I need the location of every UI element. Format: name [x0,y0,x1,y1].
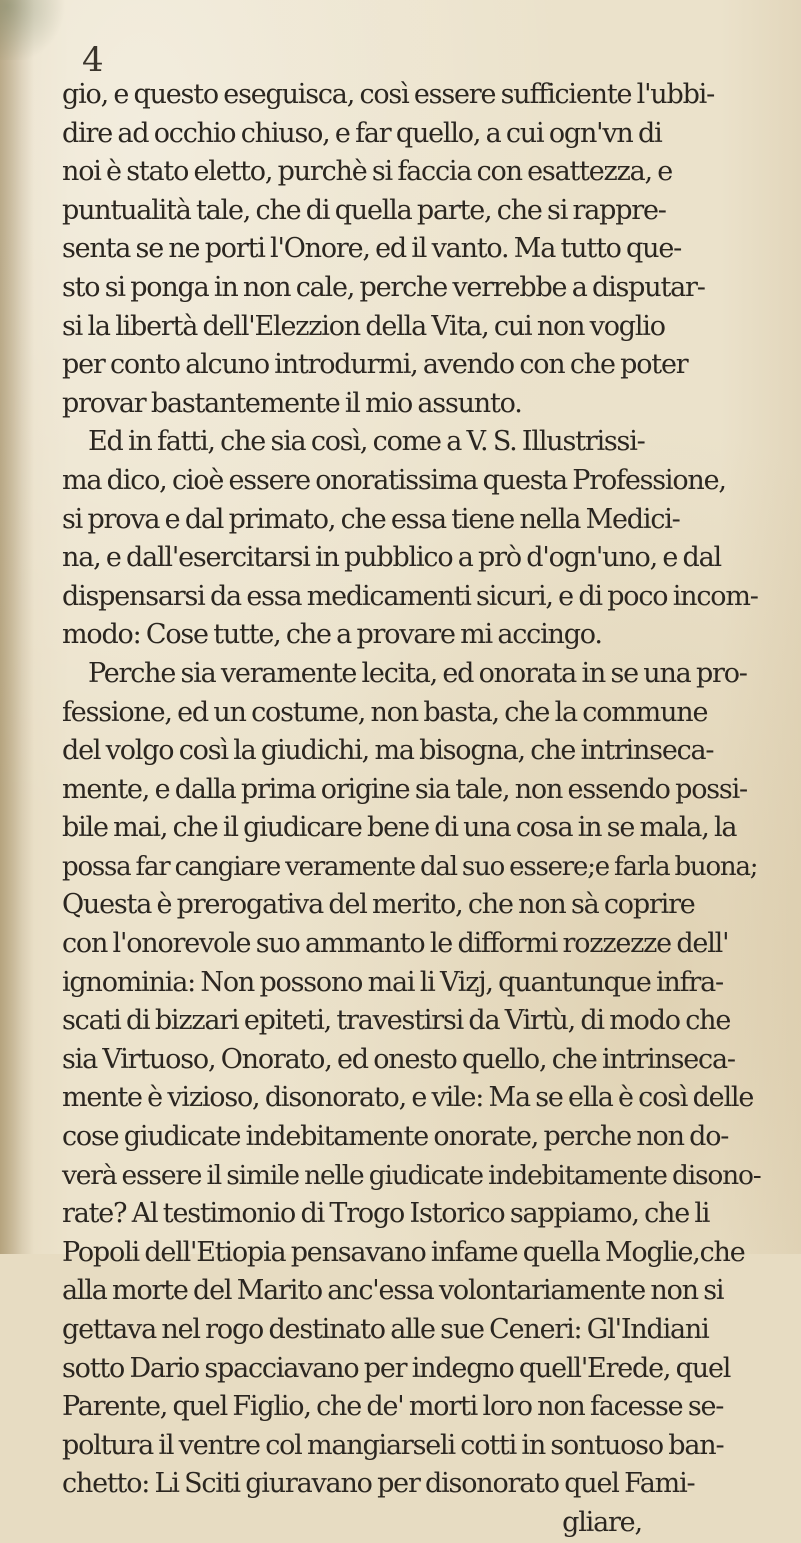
text-line: noi è stato eletto, purchè si faccia con esattezza, e [62,156,673,188]
text-line: rate? Al testimonio di Trogo Istorico sappiamo, che li [62,1198,710,1230]
text-line: mente è vizioso, disonorato, e vile: Ma se ella è così delle [62,1082,754,1114]
text-line: Parente, quel Figlio, che de' morti loro non facesse se- [62,1391,724,1423]
text-line: possa far cangiare veramente dal suo essere;e farla buona; [62,851,758,882]
text-line: verà essere il simile nelle giudicate indebitamente disono- [62,1159,761,1191]
page-text-block [62,76,762,1543]
page-gutter-shadow [0,0,34,1254]
text-line: si prova e dal primato, che essa tiene nella Medici- [62,503,680,535]
text-line: sia Virtuoso, Onorato, ed onesto quello, che intrinseca- [62,1043,735,1075]
page-corner-stain [0,0,70,60]
text-line: dire ad occhio chiuso, e far quello, a cui ogn'vn di [62,117,662,149]
text-line: per conto alcuno introdurmi, avendo con che poter [62,349,688,381]
text-line: puntualità tale, che di quella parte, che si rappre- [62,194,666,226]
text-line: del volgo così la giudichi, ma bisogna, che intrinseca- [62,735,714,767]
text-line: cose giudicate indebitamente onorate, perche non do- [62,1121,729,1153]
page-number: 4 [82,40,104,80]
text-line: scati di bizzari epiteti, travestirsi da Virtù, di modo che [62,1005,731,1037]
text-line: chetto: Li Sciti giuravano per disonorato quel Fami- [62,1468,695,1500]
text-line: provar bastantemente il mio assunto. [62,387,522,419]
text-line: Perche sia veramente lecita, ed onorata in se una pro- [88,657,747,689]
text-line: sotto Dario spacciavano per indegno quell'Erede, quel [62,1352,731,1384]
text-line: poltura il ventre col mangiarseli cotti in sontuoso ban- [62,1429,724,1461]
text-line: alla morte del Marito anc'essa volontariamente non si [62,1275,724,1307]
text-line: bile mai, che il giudicare bene di una cosa in se mala, la [62,812,737,844]
text-line: Questa è prerogativa del merito, che non sà coprire [62,889,695,921]
catchword: gliare, [562,1506,642,1538]
text-line: na, e dall'esercitarsi in pubblico a prò d'ogn'uno, e dal [62,542,721,574]
text-line: ignominia: Non possono mai li Vizj, quantunque infra- [62,966,723,998]
text-line: sto si ponga in non cale, perche verrebbe a disputar- [62,271,705,303]
text-line: fessione, ed un costume, non basta, che la commune [62,696,708,728]
text-line: gio, e questo eseguisca, così essere sufficiente l'ubbi- [62,79,715,110]
text-line: Ed in fatti, che sia così, come a V. S. Illustrissi- [88,426,645,458]
text-line: Popoli dell'Etiopia pensavano infame quella Moglie,che [62,1236,745,1268]
text-line: dispensarsi da essa medicamenti sicuri, e di poco incom- [62,580,758,612]
text-line: si la libertà dell'Elezzion della Vita, cui non voglio [62,310,665,342]
text-line: modo: Cose tutte, che a provare mi accingo. [62,619,602,651]
text-line: con l'onorevole suo ammanto le difformi rozzezze dell' [62,928,729,960]
text-line: gettava nel rogo destinato alle sue Ceneri: Gl'Indiani [62,1314,709,1345]
text-line: ma dico, cioè essere onoratissima questa Professione, [62,464,726,496]
text-line: mente, e dalla prima origine sia tale, non essendo possi- [62,773,747,805]
text-line: senta se ne porti l'Onore, ed il vanto. Ma tutto que- [62,233,682,265]
